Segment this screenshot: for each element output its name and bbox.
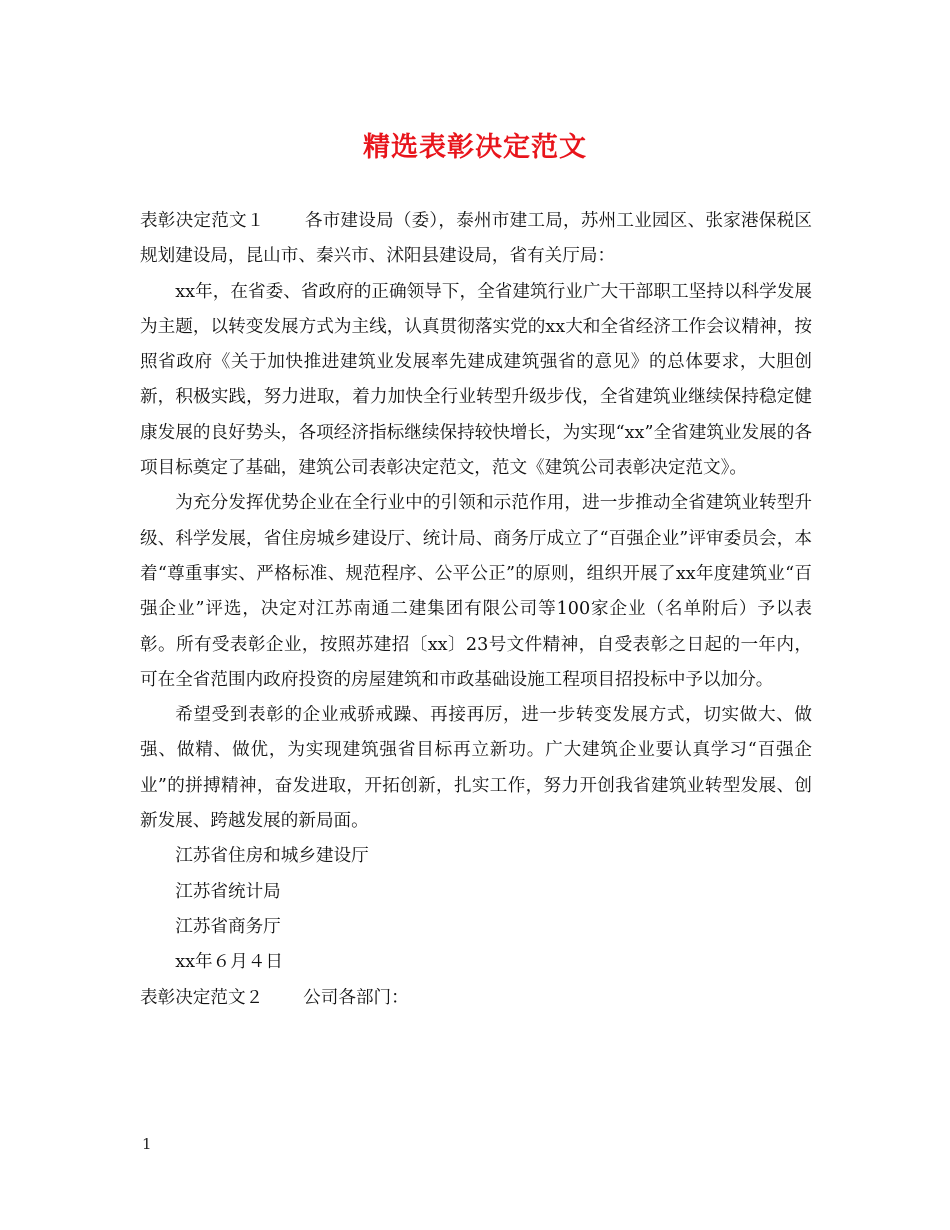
section-1-salutation: 各市建设局（委），泰州市建工局，苏州工业园区、张家港保税区规划建设局，昆山市、秦兴市、沭阳县建设局，省有关厅局： — [140, 211, 812, 267]
signature-statistics-bureau: 江苏省统计局 — [175, 881, 281, 902]
section-2-heading — [140, 981, 812, 1016]
section-1-label: 表彰决定范文１ — [140, 211, 265, 231]
paragraph-1: xx年，在省委、省政府的正确领导下，全省建筑行业广大干部职工坚持以科学发展为主题，以转变发展方式为主线，认真贯彻落实党的xx大和全省经济工作会议精神，按照省政府《关于加快推进建筑业发展率先建成建筑强省的意见》的总体要求，大胆创新，积极实践，努力进取，着力加快全行业转型升级步伐，全省建筑业继续保持稳定健康发展的良好势头，各项经济指标继续保持较快增长，为实现“xx”全省建筑业发展的各项目标奠定了基础，建筑公司表彰决定范文，范文《建筑公司表彰决定范文》。 — [140, 281, 812, 479]
signature-housing-department: 江苏省住房和城乡建设厅 — [175, 846, 369, 867]
paragraph-3: 希望受到表彰的企业戒骄戒躁、再接再厉，进一步转变发展方式，切实做大、做强、做精、做优，为实现建筑强省目标再立新功。广大建筑企业要认真学习“百强企业”的拼搏精神，奋发进取，开拓创新，扎实工作，努力开创我省建筑业转型发展、创新发展、跨越发展的新局面。 — [140, 705, 812, 832]
signature-commerce-department: 江苏省商务厅 — [175, 916, 281, 937]
signature-date: xx年６月４日 — [175, 952, 284, 973]
document-body — [140, 204, 812, 1016]
paragraph-2: 为充分发挥优势企业在全行业中的引领和示范作用，进一步推动全省建筑业转型升级、科学发展，省住房城乡建设厅、统计局、商务厅成立了“百强企业”评审委员会，本着“尊重事实、严格标准、规范程序、公平公正”的原则，组织开展了xx年度建筑业“百强企业”评选，决定对江苏南通二建集团有限公司等100家企业（名单附后）予以表彰。所有受表彰企业，按照苏建招〔xx〕23号文件精神，自受表彰之日起的一年内，可在全省范围内政府投资的房屋建筑和市政基础设施工程项目招投标中予以加分。 — [140, 493, 812, 690]
document-title: 精选表彰决定范文 — [363, 132, 587, 163]
page-number: 1 — [142, 1135, 152, 1153]
section-1-heading — [140, 204, 812, 275]
section-2-salutation: 公司各部门： — [303, 987, 409, 1008]
section-2-label: 表彰决定范文２ — [140, 987, 264, 1008]
